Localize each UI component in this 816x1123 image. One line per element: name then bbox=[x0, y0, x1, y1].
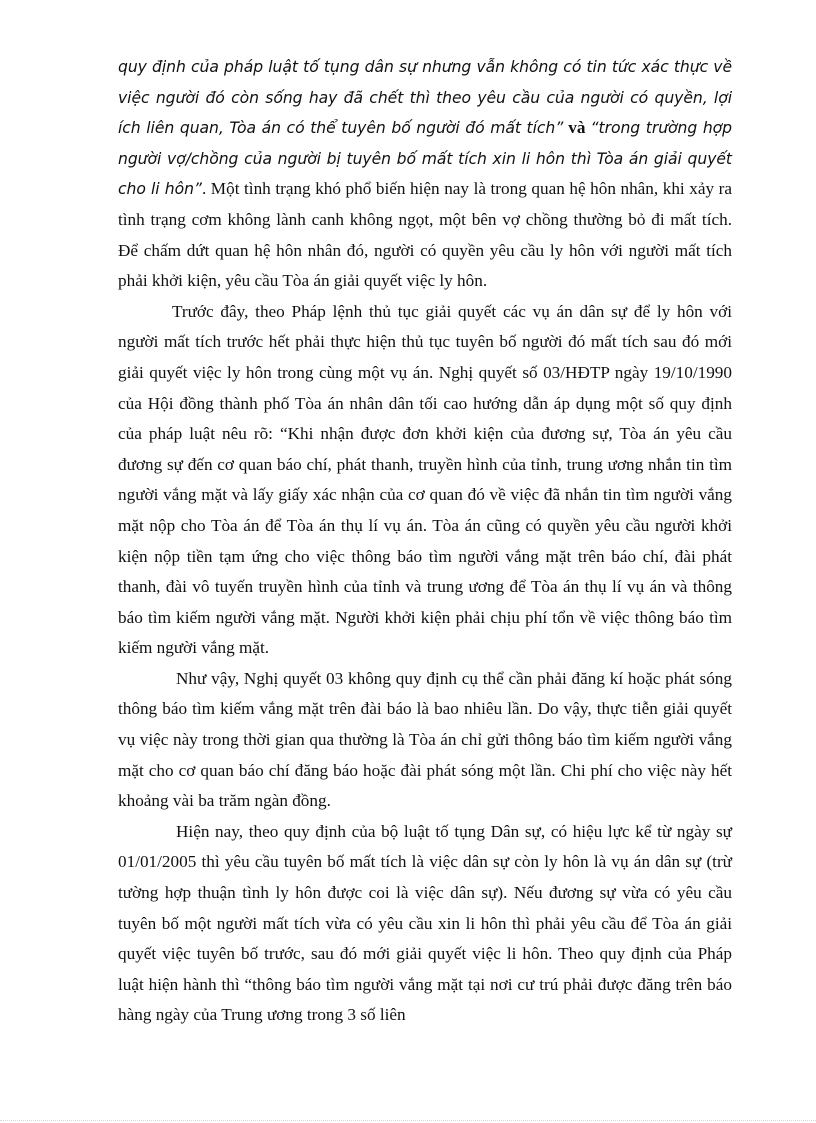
document-page bbox=[118, 52, 732, 1031]
paragraph-1-text: . Một tình trạng khó phổ biến hiện nay là trong quan hệ hôn nhân, khi xảy ra tình trạng cơm không lành canh không ngọt, một bên vợ chồng thường bỏ đi mất tích. Để chấm dứt quan hệ hôn nhân đó, người có quyền yêu cầu ly hôn với người mất tích phải khởi kiện, yêu cầu Tòa án giải quyết việc ly hôn. bbox=[118, 179, 732, 291]
paragraph-2: Trước đây, theo Pháp lệnh thủ tục giải quyết các vụ án dân sự để ly hôn với người mất tích trước hết phải thực hiện thủ tục tuyên bố người đó mất tích sau đó mới giải quyết việc ly hôn trong cùng một vụ án. Nghị quyết số 03/HĐTP ngày 19/10/1990 của Hội đồng thành phố Tòa án nhân dân tối cao hướng dẫn áp dụng một số quy định của pháp luật nêu rõ: “Khi nhận được đơn khởi kiện của đương sự, Tòa án yêu cầu đương sự đến cơ quan báo chí, phát thanh, truyền hình của tỉnh, trung ương nhắn tin tìm người vắng mặt và lấy giấy xác nhận của cơ quan đó về việc đã nhắn tin tìm người vắng mặt nộp cho Tòa án để Tòa án thụ lí vụ án. Tòa án cũng có quyền yêu cầu người khởi kiện nộp tiền tạm ứng cho việc thông báo tìm người vắng mặt trên báo chí, đài phát thanh, đài vô tuyến truyền hình của tỉnh và trung ương để Tòa án thụ lí vụ án và thông báo tìm kiếm người vắng mặt. Người khởi kiện phải chịu phí tổn về việc thông báo tìm kiếm người vắng mặt. bbox=[118, 301, 732, 658]
paragraph-3: Như vậy, Nghị quyết 03 không quy định cụ thể cần phải đăng kí hoặc phát sóng thông báo tìm kiếm vắng mặt trên đài báo là bao nhiêu lần. Do vậy, thực tiễn giải quyết vụ việc này trong thời gian qua thường là Tòa án chỉ gửi thông báo tìm kiếm người vắng mặt cho cơ quan báo chí đăng báo hoặc đài phát sóng một lần. Chi phí cho việc này hết khoảng vài ba trăm ngàn đồng. bbox=[118, 668, 732, 811]
quote-text-1: quy định của pháp luật tố tụng dân sự nhưng vẫn không có tin tức xác thực về việc người đó còn sống hay đã chết thì theo yêu cầu của người có quyền, lợi ích liên quan, Tòa án có thể tuyên bố người đó mất tích” bbox=[118, 58, 732, 138]
page-bottom-divider bbox=[0, 1120, 816, 1121]
quote-text-2: “trong trường hợp người vợ/chồng của người bị tuyên bố mất tích xin li hôn thì Tòa án giải quyết cho li hôn” bbox=[118, 119, 733, 199]
paragraph-4: Hiện nay, theo quy định của bộ luật tố tụng Dân sự, có hiệu lực kể từ ngày sự 01/01/2005 thì yêu cầu tuyên bố mất tích là việc dân sự còn ly hôn là vụ án dân sự (trừ tường hợp thuận tình ly hôn được coi là việc dân sự). Nếu đương sự vừa có yêu cầu tuyên bố một người mất tích vừa có yêu cầu xin li hôn thì phải yêu cầu để Tòa án giải quyết việc tuyên bố trước, sau đó mới giải quyết việc li hôn. Theo quy định của Pháp luật hiện hành thì “thông báo tìm người vắng mặt tại nơi cư trú phải được đăng trên báo hàng ngày của Trung ương trong 3 số liên bbox=[118, 821, 732, 1025]
conjunction-text: và bbox=[563, 118, 591, 138]
paragraph-1 bbox=[118, 52, 732, 297]
